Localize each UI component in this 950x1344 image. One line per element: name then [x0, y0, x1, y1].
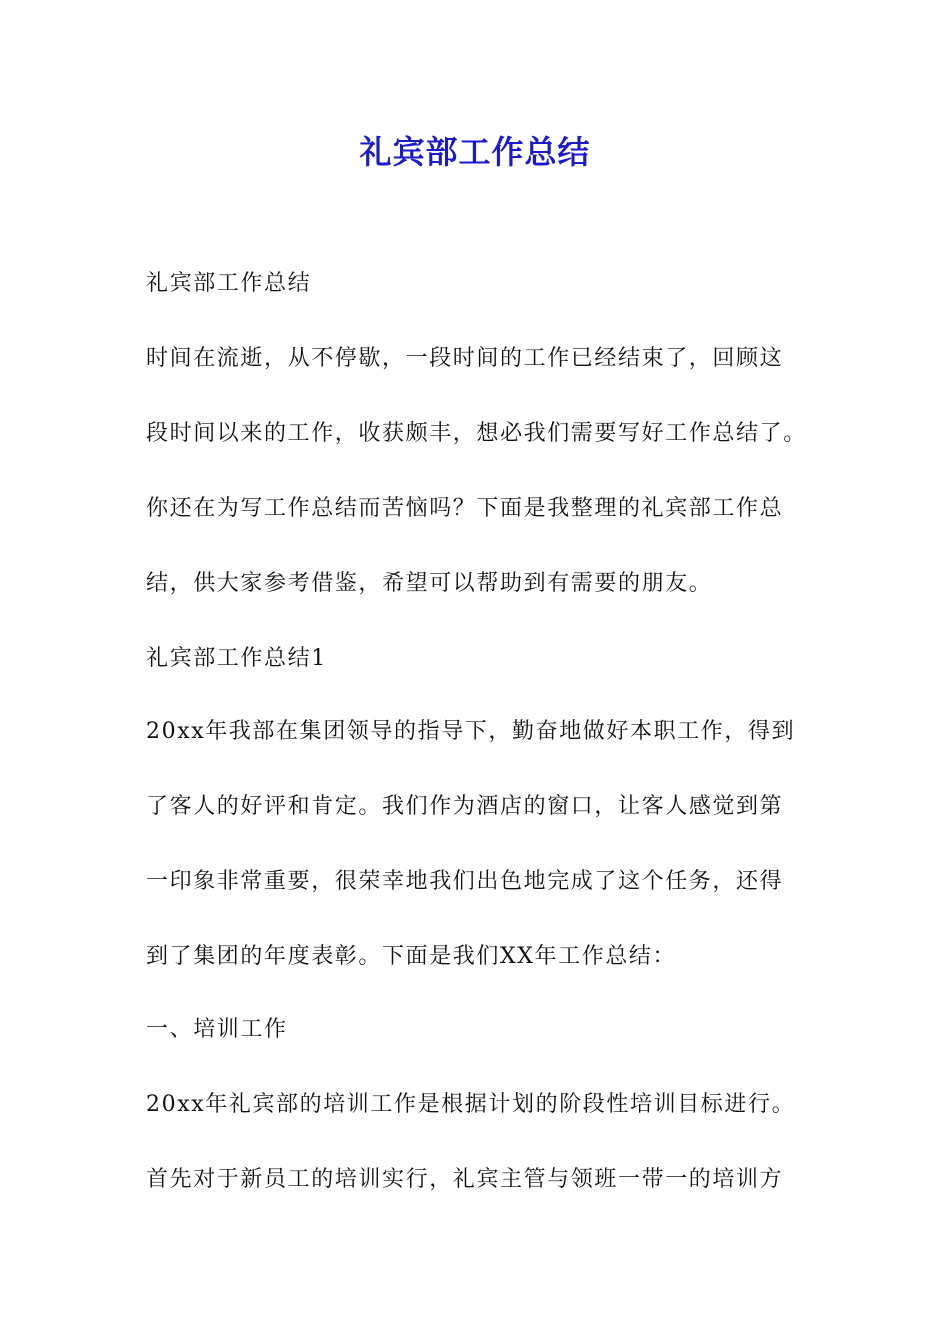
section-heading: 礼宾部工作总结 — [146, 271, 312, 296]
body-text-line: 段时间以来的工作，收获颇丰，想必我们需要写好工作总结了。 — [146, 421, 807, 446]
body-text-line: 了客人的好评和肯定。我们作为酒店的窗口，让客人感觉到第 — [146, 794, 784, 819]
body-text-line: 到了集团的年度表彰。下面是我们XX年工作总结： — [146, 944, 677, 969]
body-text-line: 20xx年礼宾部的培训工作是根据计划的阶段性培训目标进行。 — [146, 1092, 796, 1117]
section-heading: 礼宾部工作总结1 — [146, 646, 327, 671]
document-title: 礼宾部工作总结 — [359, 133, 591, 171]
section-heading: 一、培训工作 — [146, 1017, 288, 1042]
body-text-line: 你还在为写工作总结而苦恼吗？下面是我整理的礼宾部工作总 — [146, 496, 784, 521]
body-text-line: 结，供大家参考借鉴，希望可以帮助到有需要的朋友。 — [146, 571, 713, 596]
body-text-line: 20xx年我部在集团领导的指导下，勤奋地做好本职工作，得到 — [146, 719, 796, 744]
body-text-line: 时间在流逝，从不停歇，一段时间的工作已经结束了，回顾这 — [146, 346, 784, 371]
body-text-line: 一印象非常重要，很荣幸地我们出色地完成了这个任务，还得 — [146, 869, 784, 894]
body-text-line: 首先对于新员工的培训实行，礼宾主管与领班一带一的培训方 — [146, 1167, 784, 1192]
